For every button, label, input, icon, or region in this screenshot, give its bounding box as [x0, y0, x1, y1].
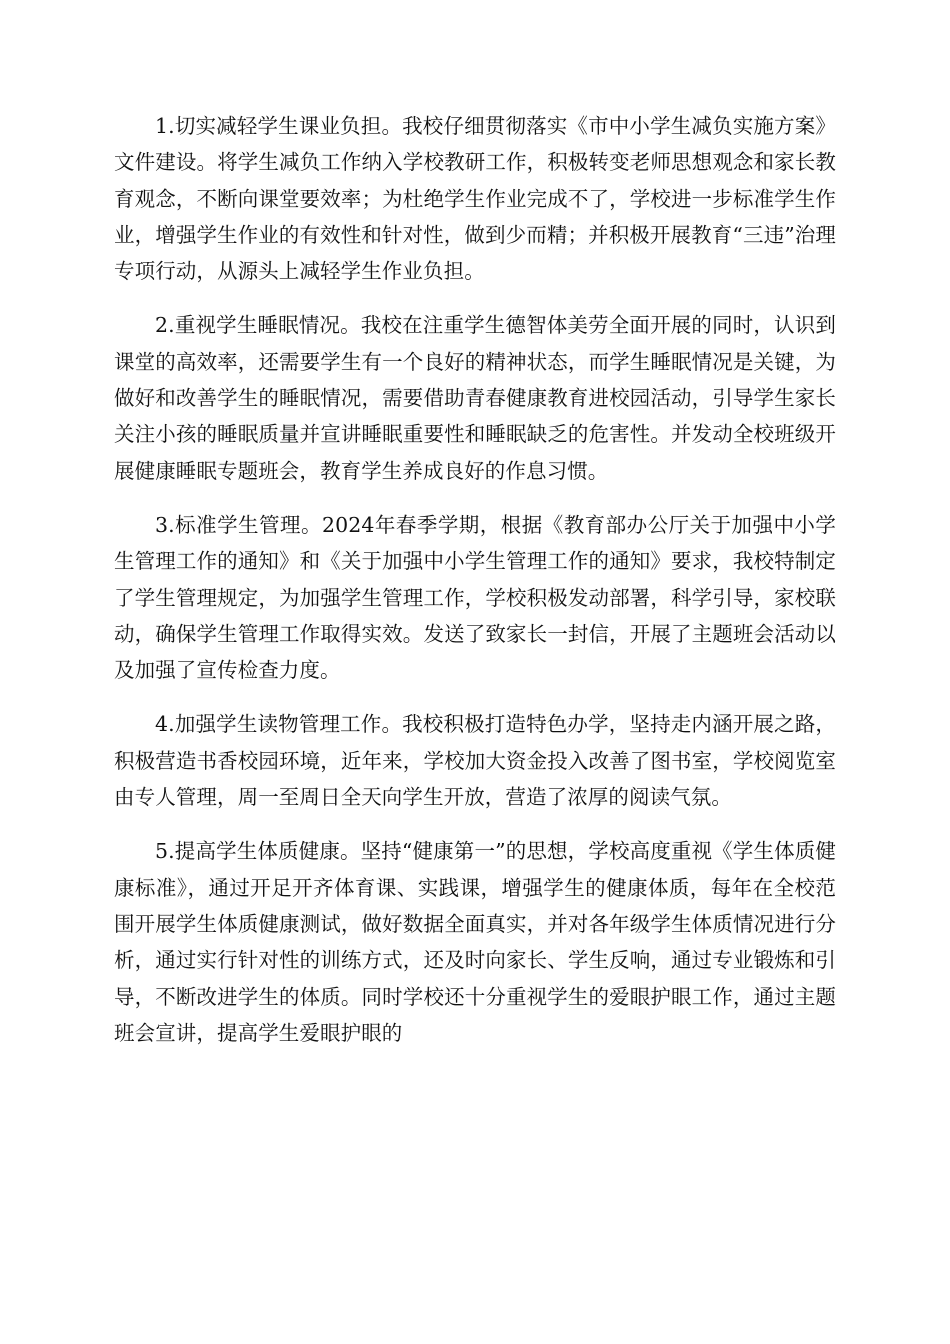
paragraph-physical-health: 5.提高学生体质健康。坚持“健康第一”的思想，学校高度重视《学生体质健康标准》，通过开足开齐体育课、实践课，增强学生的健康体质，每年在全校范围开展学生体质健康测试，做好数据全面真实，并对各年级学生体质情况进行分析，通过实行针对性的训练方式，还及时向家长、学生反响，通过专业锻炼和引导，不断改进学生的体质。同时学校还十分重视学生的爱眼护眼工作，通过主题班会宣讲，提高学生爱眼护眼的	[114, 839, 836, 1045]
paragraph-reduce-burden: 1.切实减轻学生课业负担。我校仔细贯彻落实《市中小学生减负实施方案》文件建设。将学生减负工作纳入学校教研工作，积极转变老师思想观念和家长教育观念，不断向课堂要效率；为杜绝学生作业完成不了，学校进一步标准学生作业，增强学生作业的有效性和针对性，做到少而精；并积极开展教育“三违”治理专项行动，从源头上减轻学生作业负担。	[114, 114, 836, 284]
paragraph-reading-materials: 4.加强学生读物管理工作。我校积极打造特色办学，坚持走内涵开展之路，积极营造书香校园环境，近年来，学校加大资金投入改善了图书室，学校阅览室由专人管理，周一至周日全天向学生开放，营造了浓厚的阅读气氛。	[114, 712, 836, 810]
paragraph-sleep: 2.重视学生睡眠情况。我校在注重学生德智体美劳全面开展的同时，认识到课堂的高效率，还需要学生有一个良好的精神状态，而学生睡眠情况是关键，为做好和改善学生的睡眠情况，需要借助青春健康教育进校园活动，引导学生家长关注小孩的睡眠质量并宣讲睡眠重要性和睡眠缺乏的危害性。并发动全校班级开展健康睡眠专题班会，教育学生养成良好的作息习惯。	[114, 313, 836, 483]
paragraph-student-management: 3.标准学生管理。2024年春季学期，根据《教育部办公厅关于加强中小学生管理工作的通知》和《关于加强中小学生管理工作的通知》要求，我校特制定了学生管理规定，为加强学生管理工作，学校积极发动部署，科学引导，家校联动，确保学生管理工作取得实效。发送了致家长一封信，开展了主题班会活动以及加强了宣传检查力度。	[114, 512, 836, 683]
document-body	[114, 108, 836, 1069]
